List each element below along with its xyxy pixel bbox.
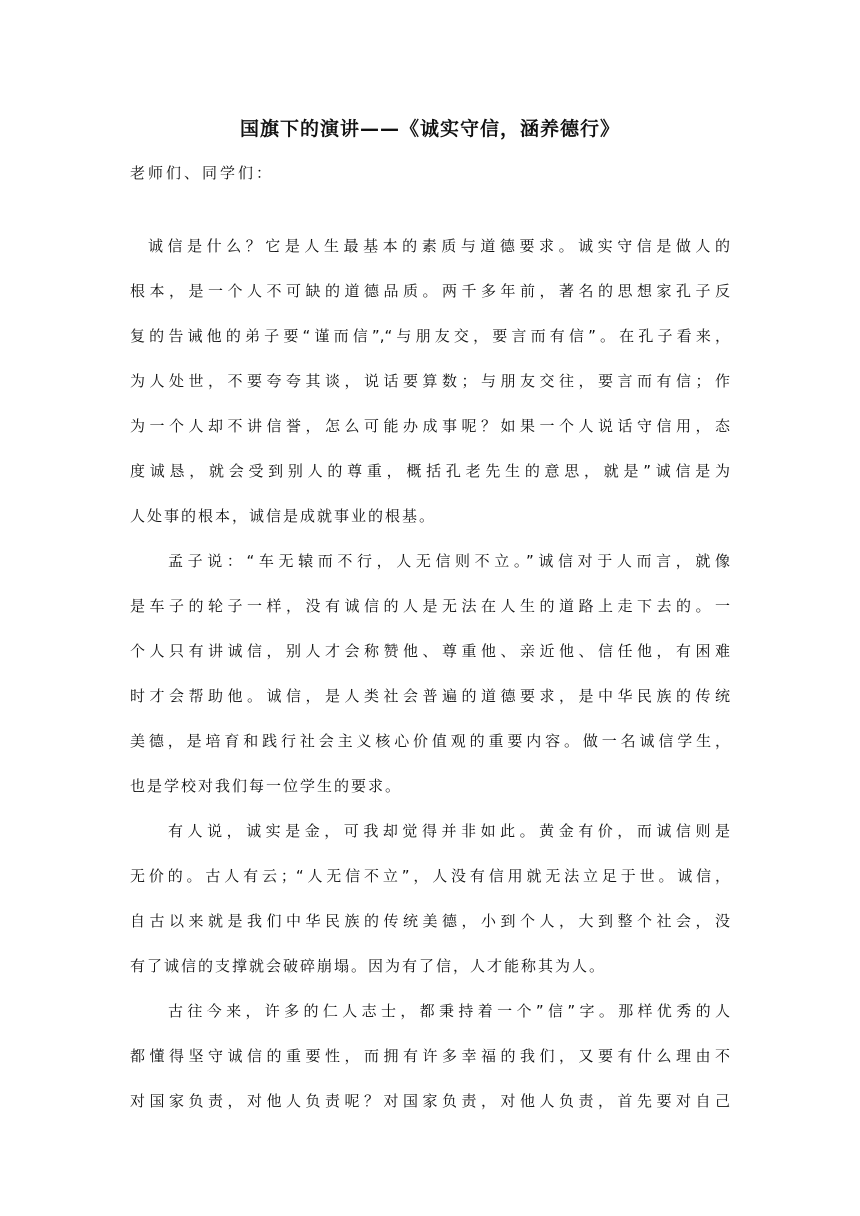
paragraph-2-line-4: 时才会帮助他。诚信，是人类社会普遍的道德要求，是中华民族的传统: [130, 687, 730, 705]
paragraph-3-line-4: 有了诚信的支撑就会破碎崩塌。因为有了信，人才能称其为人。: [130, 957, 607, 975]
paragraph-4-line-1: 古往今来，许多的仁人志士，都秉持着一个”信”字。那样优秀的人: [168, 1002, 730, 1020]
paragraph-3-line-1: 有人说，诚实是金，可我却觉得并非如此。黄金有价，而诚信则是: [168, 822, 730, 840]
speech-title: 国旗下的演讲——《诚实守信，涵养德行》: [239, 118, 620, 140]
paragraph-1-line-7: 人处事的根本，诚信是成就事业的根基。: [130, 507, 437, 525]
paragraph-3-line-3: 自古以来就是我们中华民族的传统美德，小到个人，大到整个社会，没: [130, 912, 730, 930]
paragraph-4-line-2: 都懂得坚守诚信的重要性，而拥有许多幸福的我们，又要有什么理由不: [130, 1047, 730, 1065]
paragraph-4-line-3: 对国家负责，对他人负责呢？对国家负责，对他人负责，首先要对自己: [130, 1092, 730, 1110]
paragraph-2-line-5: 美德，是培育和践行社会主义核心价值观的重要内容。做一名诚信学生，: [130, 732, 730, 750]
paragraph-2-line-1: 孟子说：“车无辕而不行，人无信则不立。”诚信对于人而言，就像: [168, 552, 730, 570]
paragraph-1-line-4: 为人处世，不要夸夸其谈，说话要算数；与朋友交往，要言而有信；作: [130, 372, 730, 390]
paragraph-1-line-1: 诚信是什么？它是人生最基本的素质与道德要求。诚实守信是做人的: [148, 237, 730, 255]
paragraph-1-line-5: 为一个人却不讲信誉，怎么可能办成事呢？如果一个人说话守信用，态: [130, 417, 730, 435]
greeting: 老师们、同学们：: [130, 164, 275, 182]
paragraph-2-line-6: 也是学校对我们每一位学生的要求。: [130, 777, 403, 795]
paragraph-1-line-2: 根本，是一个人不可缺的道德品质。两千多年前，著名的思想家孔子反: [130, 282, 730, 300]
paragraph-1-line-3: 复的告诫他的弟子要“谨而信”,“与朋友交，要言而有信”。在孔子看来，: [130, 327, 730, 345]
paragraph-2-line-2: 是车子的轮子一样，没有诚信的人是无法在人生的道路上走下去的。一: [130, 597, 730, 615]
paragraph-1-line-6: 度诚恳，就会受到别人的尊重，概括孔老先生的意思，就是”诚信是为: [130, 462, 730, 480]
paragraph-2-line-3: 个人只有讲诚信，别人才会称赞他、尊重他、亲近他、信任他，有困难: [130, 642, 730, 660]
paragraph-3-line-2: 无价的。古人有云；“人无信不立”，人没有信用就无法立足于世。诚信，: [130, 867, 730, 885]
